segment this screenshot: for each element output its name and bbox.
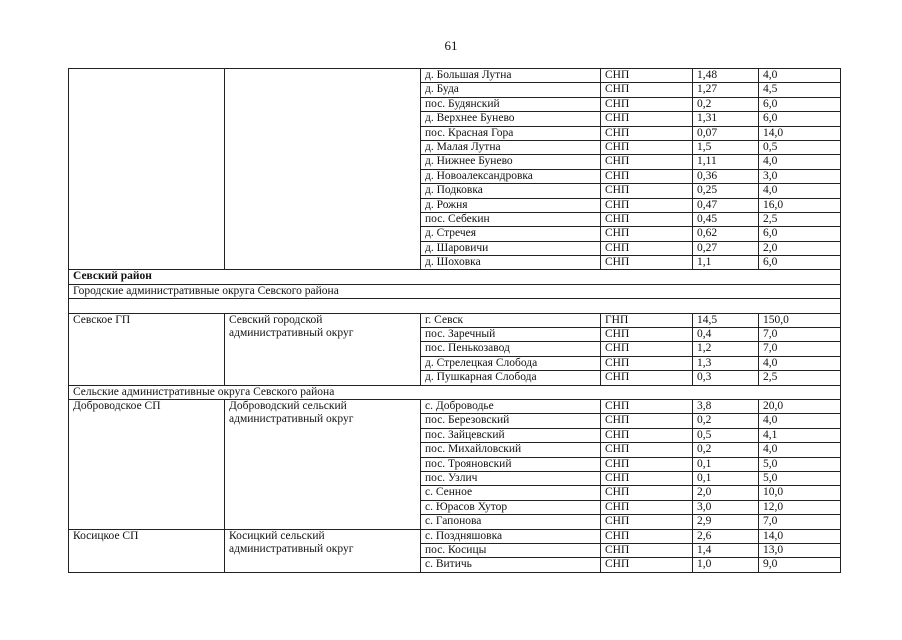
distance-cell: 2,5 xyxy=(759,212,841,226)
area-cell: 1,27 xyxy=(693,83,759,97)
area-cell: 1,31 xyxy=(693,112,759,126)
distance-cell: 4,1 xyxy=(759,428,841,442)
area-cell: 0,25 xyxy=(693,184,759,198)
type-cell: СНП xyxy=(601,500,693,514)
distance-cell: 4,0 xyxy=(759,69,841,83)
type-cell: СНП xyxy=(601,543,693,557)
settlement-cell: пос. Будянский xyxy=(421,97,601,111)
page-number: 61 xyxy=(444,38,458,53)
distance-cell: 3,0 xyxy=(759,169,841,183)
area-cell: 0,1 xyxy=(693,471,759,485)
settlement-cell: пос. Косицы xyxy=(421,543,601,557)
distance-cell: 2,0 xyxy=(759,241,841,255)
type-cell: СНП xyxy=(601,140,693,154)
area-cell: 0,45 xyxy=(693,212,759,226)
settlement-cell: г. Севск xyxy=(421,313,601,327)
settlement-cell: пос. Себекин xyxy=(421,212,601,226)
type-cell: СНП xyxy=(601,241,693,255)
subsection-row xyxy=(69,284,841,298)
settlement-cell: пос. Зайцевский xyxy=(421,428,601,442)
subsection-title: Городские административные округа Севского района xyxy=(69,284,841,298)
type-cell: СНП xyxy=(601,356,693,370)
area-cell: 0,27 xyxy=(693,241,759,255)
area-cell: 0,3 xyxy=(693,371,759,385)
distance-cell: 16,0 xyxy=(759,198,841,212)
type-cell: СНП xyxy=(601,126,693,140)
distance-cell: 7,0 xyxy=(759,328,841,342)
area-cell: 0,2 xyxy=(693,414,759,428)
settlement-cell: д. Пушкарная Слобода xyxy=(421,371,601,385)
table-row xyxy=(69,529,841,543)
distance-cell: 13,0 xyxy=(759,543,841,557)
area-cell: 1,2 xyxy=(693,342,759,356)
distance-cell: 6,0 xyxy=(759,227,841,241)
settlement-cell: пос. Пенькозавод xyxy=(421,342,601,356)
municipality-cell xyxy=(69,69,225,270)
settlement-cell: пос. Трояновский xyxy=(421,457,601,471)
area-cell: 0,62 xyxy=(693,227,759,241)
area-cell: 0,4 xyxy=(693,328,759,342)
settlement-cell: д. Шаровичи xyxy=(421,241,601,255)
type-cell: СНП xyxy=(601,471,693,485)
distance-cell: 4,5 xyxy=(759,83,841,97)
type-cell: СНП xyxy=(601,198,693,212)
area-cell: 2,9 xyxy=(693,515,759,529)
spacer-row xyxy=(69,299,841,313)
type-cell: СНП xyxy=(601,558,693,572)
distance-cell: 6,0 xyxy=(759,112,841,126)
settlement-cell: пос. Заречный xyxy=(421,328,601,342)
distance-cell: 14,0 xyxy=(759,126,841,140)
area-cell: 1,48 xyxy=(693,69,759,83)
settlement-cell: д. Малая Лутна xyxy=(421,140,601,154)
type-cell: СНП xyxy=(601,256,693,270)
settlement-cell: д. Буда xyxy=(421,83,601,97)
type-cell: СНП xyxy=(601,428,693,442)
type-cell: СНП xyxy=(601,112,693,126)
area-cell: 0,5 xyxy=(693,428,759,442)
area-cell: 0,47 xyxy=(693,198,759,212)
area-cell: 1,4 xyxy=(693,543,759,557)
area-cell: 0,36 xyxy=(693,169,759,183)
settlement-cell: пос. Березовский xyxy=(421,414,601,428)
district-cell: Доброводский сельский административный округ xyxy=(225,399,421,529)
type-cell: СНП xyxy=(601,399,693,413)
area-cell: 0,1 xyxy=(693,457,759,471)
type-cell: СНП xyxy=(601,328,693,342)
distance-cell: 5,0 xyxy=(759,457,841,471)
section-title: Севский район xyxy=(69,270,841,284)
settlement-cell: д. Стрелецкая Слобода xyxy=(421,356,601,370)
settlement-cell: с. Доброводье xyxy=(421,399,601,413)
type-cell: СНП xyxy=(601,371,693,385)
settlement-cell: д. Верхнее Бунево xyxy=(421,112,601,126)
type-cell: СНП xyxy=(601,515,693,529)
settlement-cell: д. Шоховка xyxy=(421,256,601,270)
distance-cell: 2,5 xyxy=(759,371,841,385)
type-cell: СНП xyxy=(601,155,693,169)
distance-cell: 150,0 xyxy=(759,313,841,327)
settlement-cell: пос. Узлич xyxy=(421,471,601,485)
distance-cell: 14,0 xyxy=(759,529,841,543)
distance-cell: 7,0 xyxy=(759,515,841,529)
settlement-cell: д. Большая Лутна xyxy=(421,69,601,83)
section-row xyxy=(69,270,841,284)
distance-cell: 6,0 xyxy=(759,97,841,111)
district-cell: Севский городской административный округ xyxy=(225,313,421,385)
settlement-cell: д. Нижнее Бунево xyxy=(421,155,601,169)
type-cell: СНП xyxy=(601,486,693,500)
type-cell: СНП xyxy=(601,227,693,241)
type-cell: СНП xyxy=(601,169,693,183)
settlement-cell: пос. Красная Гора xyxy=(421,126,601,140)
table-row xyxy=(69,69,841,83)
spacer-cell xyxy=(69,299,841,313)
type-cell: СНП xyxy=(601,443,693,457)
area-cell: 14,5 xyxy=(693,313,759,327)
area-cell: 3,0 xyxy=(693,500,759,514)
distance-cell: 4,0 xyxy=(759,155,841,169)
settlement-cell: д. Рожня xyxy=(421,198,601,212)
area-cell: 0,07 xyxy=(693,126,759,140)
area-cell: 2,6 xyxy=(693,529,759,543)
area-cell: 0,2 xyxy=(693,443,759,457)
type-cell: СНП xyxy=(601,212,693,226)
subsection-row xyxy=(69,385,841,399)
type-cell: СНП xyxy=(601,83,693,97)
distance-cell: 4,0 xyxy=(759,443,841,457)
area-cell: 3,8 xyxy=(693,399,759,413)
type-cell: СНП xyxy=(601,69,693,83)
distance-cell: 4,0 xyxy=(759,414,841,428)
municipality-cell: Косицкое СП xyxy=(69,529,225,572)
distance-cell: 20,0 xyxy=(759,399,841,413)
type-cell: ГНП xyxy=(601,313,693,327)
distance-cell: 5,0 xyxy=(759,471,841,485)
type-cell: СНП xyxy=(601,414,693,428)
settlement-cell: с. Витичь xyxy=(421,558,601,572)
settlement-cell: с. Гапонова xyxy=(421,515,601,529)
distance-cell: 6,0 xyxy=(759,256,841,270)
settlement-cell: д. Стречея xyxy=(421,227,601,241)
municipality-cell: Севское ГП xyxy=(69,313,225,385)
subsection-title: Сельские административные округа Севского района xyxy=(69,385,841,399)
settlement-cell: с. Поздняшовка xyxy=(421,529,601,543)
settlements-table xyxy=(68,68,841,573)
municipality-cell: Доброводское СП xyxy=(69,399,225,529)
area-cell: 1,5 xyxy=(693,140,759,154)
distance-cell: 12,0 xyxy=(759,500,841,514)
area-cell: 2,0 xyxy=(693,486,759,500)
district-cell: Косицкий сельский административный округ xyxy=(225,529,421,572)
distance-cell: 0,5 xyxy=(759,140,841,154)
type-cell: СНП xyxy=(601,97,693,111)
settlement-cell: д. Подковка xyxy=(421,184,601,198)
district-cell xyxy=(225,69,421,270)
distance-cell: 10,0 xyxy=(759,486,841,500)
area-cell: 1,11 xyxy=(693,155,759,169)
type-cell: СНП xyxy=(601,529,693,543)
type-cell: СНП xyxy=(601,184,693,198)
settlement-cell: с. Сенное xyxy=(421,486,601,500)
settlement-cell: с. Юрасов Хутор xyxy=(421,500,601,514)
type-cell: СНП xyxy=(601,457,693,471)
table-row xyxy=(69,399,841,413)
area-cell: 1,0 xyxy=(693,558,759,572)
type-cell: СНП xyxy=(601,342,693,356)
settlement-cell: д. Новоалександровка xyxy=(421,169,601,183)
distance-cell: 9,0 xyxy=(759,558,841,572)
area-cell: 0,2 xyxy=(693,97,759,111)
area-cell: 1,3 xyxy=(693,356,759,370)
distance-cell: 4,0 xyxy=(759,356,841,370)
settlement-cell: пос. Михайловский xyxy=(421,443,601,457)
distance-cell: 4,0 xyxy=(759,184,841,198)
table-row xyxy=(69,313,841,327)
area-cell: 1,1 xyxy=(693,256,759,270)
distance-cell: 7,0 xyxy=(759,342,841,356)
